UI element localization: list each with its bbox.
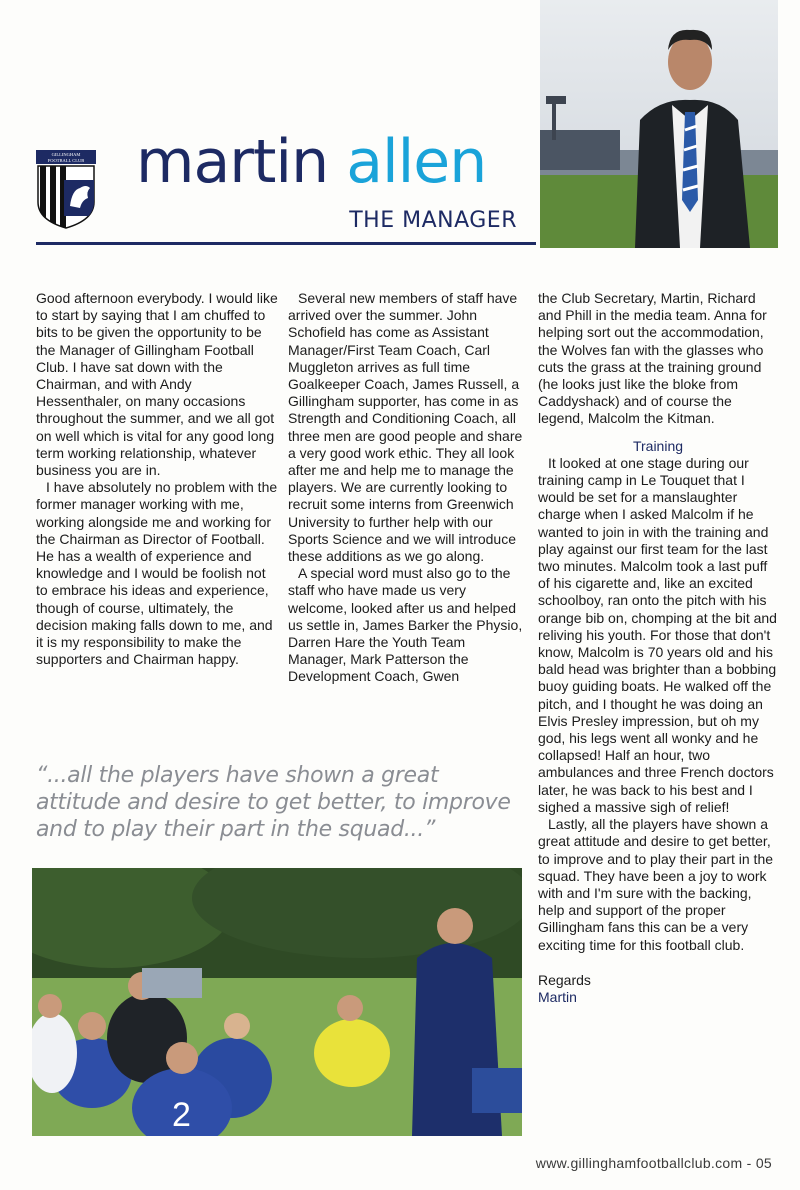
article-column-2 xyxy=(288,290,526,686)
paragraph: Lastly, all the players have shown a great attitude and desire to get better, to improve and to play their part in the squad. They have been a joy to work with and I'm sure with the backing, help and support of the proper Gillingham fans this can be a very exciting time for this football club. xyxy=(538,816,774,953)
club-crest-logo xyxy=(36,150,96,230)
title-last-name: allen xyxy=(346,127,487,197)
paragraph: I have absolutely no problem with the former manager working with me, working alongside me and working for the Chairman as Director of Football. He has a wealth of experience and knowledge and I would be foolish not to embrace his ideas and experience, though of course, ultimately, the decision making falls down to me, and it is my responsibility to make the supporters and Chairman happy. xyxy=(36,479,278,668)
team-training-photo xyxy=(32,868,522,1136)
page-subtitle: THE MANAGER xyxy=(349,208,517,233)
page-footer xyxy=(536,1155,772,1171)
header-rule xyxy=(36,242,536,245)
title-first-name: martin xyxy=(136,127,329,197)
footer-separator: - xyxy=(746,1155,756,1171)
regards-text: Regards xyxy=(538,971,591,988)
section-heading-training: Training xyxy=(632,437,684,454)
page-title xyxy=(136,127,487,197)
svg-text:2: 2 xyxy=(172,1096,191,1134)
pull-quote: “...all the players have shown a great attitude and desire to get better, to improve and to play their part in the squad...” xyxy=(36,763,511,842)
article-column-3 xyxy=(538,290,778,1006)
svg-text:FOOTBALL CLUB: FOOTBALL CLUB xyxy=(47,158,85,163)
page-number: 05 xyxy=(755,1155,772,1171)
signoff-name: Martin xyxy=(538,988,577,1005)
manager-photo xyxy=(540,0,778,248)
svg-text:GILLINGHAM: GILLINGHAM xyxy=(51,152,81,157)
paragraph: Good afternoon everybody. I would like to start by saying that I am chuffed to bits to be given the opportunity to be the Manager of Gillingham Football Club. I have sat down with the Chairman, and with Andy Hessenthaler, on many occasions throughout the summer, and we all got on well which is vital for any good long term working relationship, whatever business you are in. xyxy=(36,290,278,479)
paragraph: Several new members of staff have arrived over the summer. John Schofield has come as Assistant Manager/First Team Coach, Carl Muggleton arrives as full time Goalkeeper Coach, James Russell, a Gillingham supporter, has come in as Strength and Conditioning Coach, all three men are good people and share a very good work ethic. They all look after me and help me to manage the players. We are currently looking to recruit some interns from Greenwich University to further help with our Sports Science and we will introduce these additions as we go along. xyxy=(288,290,523,565)
paragraph: It looked at one stage during our training camp in Le Touquet that I would be set for a manslaughter charge when I asked Malcolm if he wanted to join in with the training and play against our first team for the last two minutes. Malcolm took a last puff of his cigarette and, like an excited schoolboy, ran onto the pitch with his orange bib on, chomping at the bit and reliving his youth. For those that don't know, Malcolm is 70 years old and his bald head was brighter than a bobbing buoy guiding boats. He walked off the pitch, and I thought he was doing an Elvis Presley impression, but oh my god, his legs went all wonky and he collapsed! Half an hour, two ambulances and three French doctors later, he was back to his best and I sighed a massive sigh of relief! xyxy=(538,454,777,815)
paragraph: A special word must also go to the staff who have made us very welcome, looked after us and helped us settle in, James Barker the Physio, Darren Hare the Youth Team Manager, Mark Patterson the Development Coach, Gwen xyxy=(288,565,523,685)
website-link[interactable]: www.gillinghamfootballclub.com xyxy=(535,1155,743,1171)
article-column-1 xyxy=(36,290,278,668)
paragraph: the Club Secretary, Martin, Richard and Phill in the media team. Anna for helping sort out the accommodation, the Wolves fan with the glasses who cuts the grass at the training ground (he looks just like the bloke from Caddyshack) and of course the legend, Malcolm the Kitman. xyxy=(538,290,767,427)
